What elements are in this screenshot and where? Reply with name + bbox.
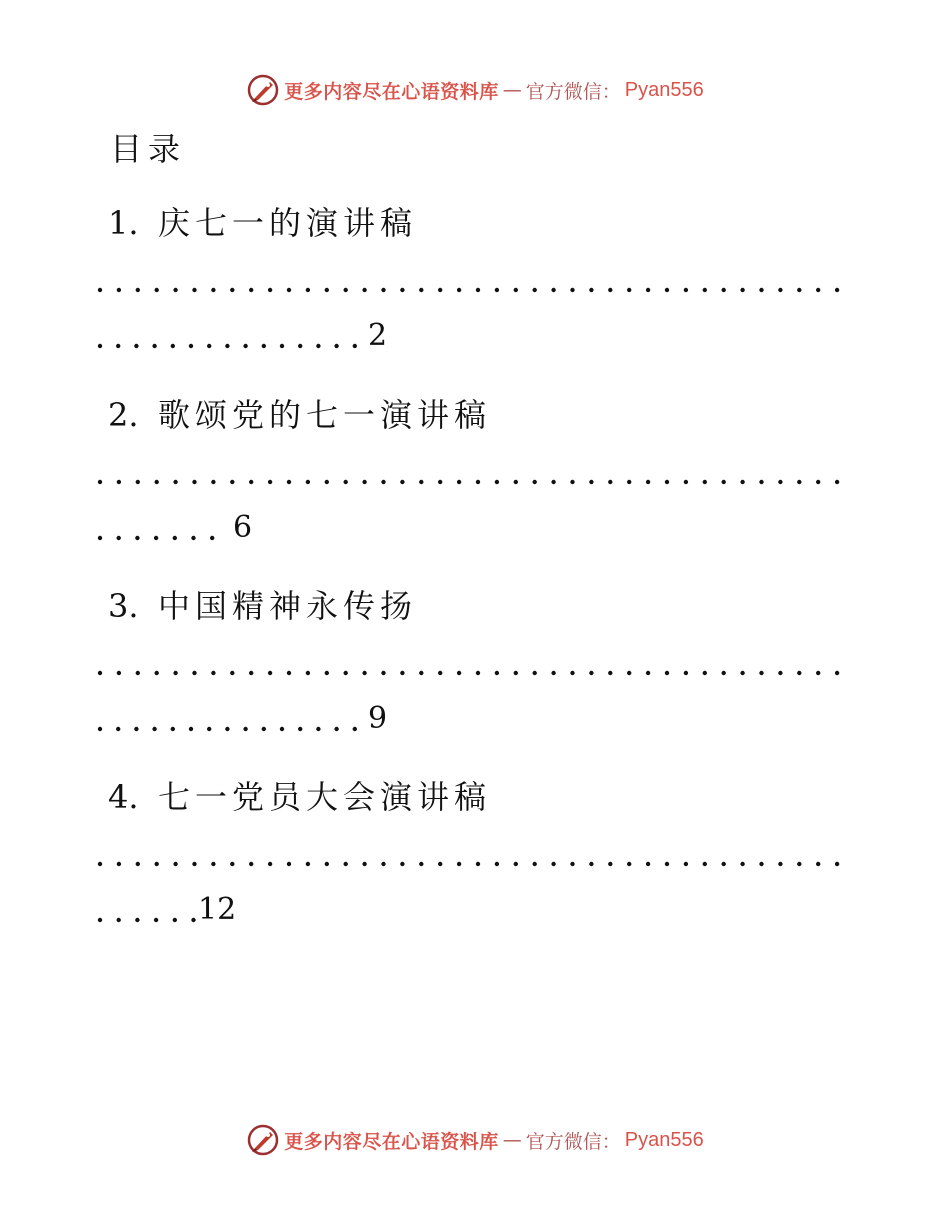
leader-dot	[646, 288, 650, 292]
leader-dot	[98, 344, 102, 348]
leader-dot	[703, 671, 707, 675]
toc-entry-label: 七一党员大会演讲稿	[158, 778, 492, 816]
leader-dot	[344, 671, 348, 675]
leader-dot	[419, 480, 423, 484]
watermark-sub-text: 官方微信：	[525, 1130, 621, 1153]
leader-dot	[722, 288, 726, 292]
leader-dot	[608, 288, 612, 292]
leader-dot	[551, 480, 555, 484]
leader-dot	[173, 862, 177, 866]
leader-dot	[476, 288, 480, 292]
leader-dot	[191, 918, 195, 922]
leader-dot	[722, 862, 726, 866]
leader-dot	[665, 480, 669, 484]
leader-dot	[117, 480, 121, 484]
leader-dot	[533, 288, 537, 292]
leader-dot	[362, 288, 366, 292]
leader-dot	[154, 918, 158, 922]
leader-dot	[155, 480, 159, 484]
dot-leader	[96, 332, 846, 356]
leader-dot	[665, 288, 669, 292]
leader-dot	[211, 862, 215, 866]
leader-dot	[353, 727, 357, 731]
leader-dot	[457, 480, 461, 484]
leader-dot	[192, 671, 196, 675]
toc-entry-4-title[interactable]	[108, 772, 491, 818]
leader-dot	[353, 344, 357, 348]
leader-dot	[778, 288, 782, 292]
leader-dot	[116, 344, 120, 348]
toc-entry-1-title[interactable]	[108, 198, 417, 244]
leader-dot	[98, 671, 102, 675]
toc-entry-number: 1.	[108, 204, 139, 242]
leader-dot	[287, 671, 291, 675]
leader-dot	[457, 862, 461, 866]
leader-dot	[438, 480, 442, 484]
leader-dot	[816, 862, 820, 866]
leader-dot	[192, 288, 196, 292]
watermark-main-text: 更多内容尽在心语资料库	[284, 80, 499, 103]
leader-dot	[797, 862, 801, 866]
leader-dot	[171, 344, 175, 348]
leader-dot	[362, 862, 366, 866]
leader-dot	[419, 862, 423, 866]
leader-dot	[155, 288, 159, 292]
leader-dot	[457, 288, 461, 292]
leader-dot	[570, 288, 574, 292]
leader-dot	[684, 480, 688, 484]
leader-dot	[287, 288, 291, 292]
leader-dot	[211, 480, 215, 484]
leader-dot	[344, 288, 348, 292]
leader-dot	[665, 671, 669, 675]
leader-dot	[287, 862, 291, 866]
toc-entry-number: 2.	[108, 396, 139, 434]
leader-dot	[262, 727, 266, 731]
dot-leader	[96, 850, 846, 874]
leader-dot	[249, 288, 253, 292]
leader-dot	[325, 671, 329, 675]
leader-dot	[740, 288, 744, 292]
leader-dot	[476, 480, 480, 484]
leader-dot	[268, 862, 272, 866]
leader-dot	[835, 480, 839, 484]
leader-dot	[381, 671, 385, 675]
pen-nib-logo-icon	[246, 1123, 280, 1157]
leader-dot	[98, 862, 102, 866]
leader-dot	[249, 862, 253, 866]
leader-dot	[703, 480, 707, 484]
leader-dot	[189, 344, 193, 348]
leader-dot	[268, 671, 272, 675]
leader-dot	[646, 671, 650, 675]
leader-dot	[457, 671, 461, 675]
leader-dot	[400, 862, 404, 866]
leader-dot	[627, 862, 631, 866]
leader-dot	[722, 671, 726, 675]
leader-dot	[570, 480, 574, 484]
leader-dot	[759, 862, 763, 866]
leader-dot	[740, 862, 744, 866]
leader-dot	[400, 480, 404, 484]
leader-dot	[230, 288, 234, 292]
toc-entry-2-title[interactable]	[108, 390, 491, 436]
leader-dot	[608, 671, 612, 675]
leader-dot	[268, 288, 272, 292]
leader-dot	[191, 536, 195, 540]
leader-dot	[268, 480, 272, 484]
leader-dot	[173, 918, 177, 922]
leader-dot	[280, 727, 284, 731]
leader-dot	[306, 671, 310, 675]
leader-dot	[400, 671, 404, 675]
leader-dot	[135, 918, 139, 922]
leader-dot	[816, 671, 820, 675]
leader-dot	[192, 862, 196, 866]
dot-leader	[96, 659, 846, 683]
leader-dot	[192, 480, 196, 484]
leader-dot	[152, 727, 156, 731]
header-watermark	[0, 70, 950, 110]
leader-dot	[117, 536, 121, 540]
toc-entry-label: 中国精神永传扬	[158, 587, 418, 625]
leader-dot	[514, 862, 518, 866]
leader-dot	[438, 671, 442, 675]
leader-dot	[759, 671, 763, 675]
toc-entry-page-number: 6	[233, 510, 253, 545]
leader-dot	[171, 727, 175, 731]
leader-dot	[589, 288, 593, 292]
leader-dot	[136, 480, 140, 484]
leader-dot	[136, 671, 140, 675]
leader-dot	[551, 288, 555, 292]
leader-dot	[117, 288, 121, 292]
leader-dot	[334, 344, 338, 348]
toc-entry-number: 4.	[108, 778, 139, 816]
leader-dot	[136, 862, 140, 866]
leader-dot	[476, 862, 480, 866]
dot-leader	[96, 524, 846, 548]
toc-entry-3-title[interactable]	[108, 581, 417, 627]
leader-dot	[551, 671, 555, 675]
leader-dot	[627, 480, 631, 484]
leader-dot	[778, 671, 782, 675]
leader-dot	[759, 480, 763, 484]
leader-dot	[665, 862, 669, 866]
watermark-account: Pyan556	[624, 1128, 704, 1151]
leader-dot	[98, 536, 102, 540]
leader-dot	[98, 288, 102, 292]
leader-dot	[570, 862, 574, 866]
toc-entry-page-number: 12	[198, 892, 237, 927]
leader-dot	[646, 862, 650, 866]
leader-dot	[533, 671, 537, 675]
leader-dot	[419, 288, 423, 292]
leader-dot	[316, 727, 320, 731]
leader-dot	[740, 480, 744, 484]
toc-entry-number: 3.	[108, 587, 139, 625]
leader-dot	[306, 288, 310, 292]
leader-dot	[298, 727, 302, 731]
leader-dot	[243, 344, 247, 348]
leader-dot	[334, 727, 338, 731]
leader-dot	[344, 862, 348, 866]
toc-entry-page-number: 9	[368, 701, 388, 736]
leader-dot	[225, 727, 229, 731]
leader-dot	[211, 288, 215, 292]
leader-dot	[173, 536, 177, 540]
leader-dot	[306, 480, 310, 484]
leader-dot	[778, 862, 782, 866]
leader-dot	[189, 727, 193, 731]
leader-dot	[98, 480, 102, 484]
leader-dot	[117, 862, 121, 866]
leader-dot	[316, 344, 320, 348]
leader-dot	[155, 862, 159, 866]
leader-dot	[249, 480, 253, 484]
leader-dot	[134, 344, 138, 348]
leader-dot	[816, 288, 820, 292]
toc-entry-page-number: 2	[368, 318, 388, 353]
leader-dot	[306, 862, 310, 866]
leader-dot	[722, 480, 726, 484]
watermark-separator: —	[502, 1129, 522, 1151]
leader-dot	[207, 344, 211, 348]
leader-dot	[210, 536, 214, 540]
leader-dot	[551, 862, 555, 866]
leader-dot	[98, 727, 102, 731]
leader-dot	[684, 288, 688, 292]
leader-dot	[298, 344, 302, 348]
leader-dot	[154, 536, 158, 540]
leader-dot	[134, 727, 138, 731]
leader-dot	[152, 344, 156, 348]
leader-dot	[381, 480, 385, 484]
leader-dot	[816, 480, 820, 484]
leader-dot	[325, 862, 329, 866]
leader-dot	[684, 671, 688, 675]
leader-dot	[646, 480, 650, 484]
leader-dot	[243, 727, 247, 731]
leader-dot	[117, 671, 121, 675]
leader-dot	[173, 288, 177, 292]
leader-dot	[797, 671, 801, 675]
leader-dot	[778, 480, 782, 484]
leader-dot	[211, 671, 215, 675]
leader-dot	[362, 671, 366, 675]
leader-dot	[135, 536, 139, 540]
leader-dot	[514, 671, 518, 675]
toc-entry-label: 歌颂党的七一演讲稿	[158, 396, 492, 434]
leader-dot	[280, 344, 284, 348]
leader-dot	[797, 480, 801, 484]
footer-watermark	[0, 1120, 950, 1160]
leader-dot	[627, 671, 631, 675]
leader-dot	[608, 480, 612, 484]
leader-dot	[362, 480, 366, 484]
leader-dot	[835, 862, 839, 866]
leader-dot	[225, 344, 229, 348]
leader-dot	[173, 480, 177, 484]
leader-dot	[381, 862, 385, 866]
leader-dot	[589, 480, 593, 484]
leader-dot	[262, 344, 266, 348]
leader-dot	[589, 862, 593, 866]
toc-entry-label: 庆七一的演讲稿	[158, 204, 418, 242]
leader-dot	[495, 480, 499, 484]
leader-dot	[570, 671, 574, 675]
leader-dot	[230, 480, 234, 484]
leader-dot	[325, 480, 329, 484]
leader-dot	[533, 480, 537, 484]
leader-dot	[703, 288, 707, 292]
leader-dot	[287, 480, 291, 484]
leader-dot	[797, 288, 801, 292]
leader-dot	[344, 480, 348, 484]
leader-dot	[98, 918, 102, 922]
leader-dot	[835, 671, 839, 675]
leader-dot	[438, 862, 442, 866]
leader-dot	[608, 862, 612, 866]
leader-dot	[325, 288, 329, 292]
leader-dot	[684, 862, 688, 866]
leader-dot	[589, 671, 593, 675]
leader-dot	[419, 671, 423, 675]
watermark-separator: —	[502, 79, 522, 101]
pen-nib-logo-icon	[246, 73, 280, 107]
leader-dot	[400, 288, 404, 292]
watermark-sub-text: 官方微信：	[525, 80, 621, 103]
leader-dot	[230, 671, 234, 675]
leader-dot	[116, 727, 120, 731]
leader-dot	[495, 671, 499, 675]
leader-dot	[514, 288, 518, 292]
leader-dot	[495, 862, 499, 866]
leader-dot	[155, 671, 159, 675]
leader-dot	[627, 288, 631, 292]
leader-dot	[230, 862, 234, 866]
leader-dot	[207, 727, 211, 731]
watermark-main-text: 更多内容尽在心语资料库	[284, 1130, 499, 1153]
leader-dot	[703, 862, 707, 866]
dot-leader	[96, 468, 846, 492]
toc-heading: 目录	[110, 130, 187, 168]
watermark-account: Pyan556	[624, 78, 704, 101]
leader-dot	[740, 671, 744, 675]
leader-dot	[136, 288, 140, 292]
leader-dot	[533, 862, 537, 866]
leader-dot	[117, 918, 121, 922]
leader-dot	[173, 671, 177, 675]
leader-dot	[476, 671, 480, 675]
dot-leader	[96, 715, 846, 739]
leader-dot	[759, 288, 763, 292]
leader-dot	[835, 288, 839, 292]
dot-leader	[96, 276, 846, 300]
leader-dot	[381, 288, 385, 292]
leader-dot	[249, 671, 253, 675]
leader-dot	[438, 288, 442, 292]
leader-dot	[495, 288, 499, 292]
leader-dot	[514, 480, 518, 484]
